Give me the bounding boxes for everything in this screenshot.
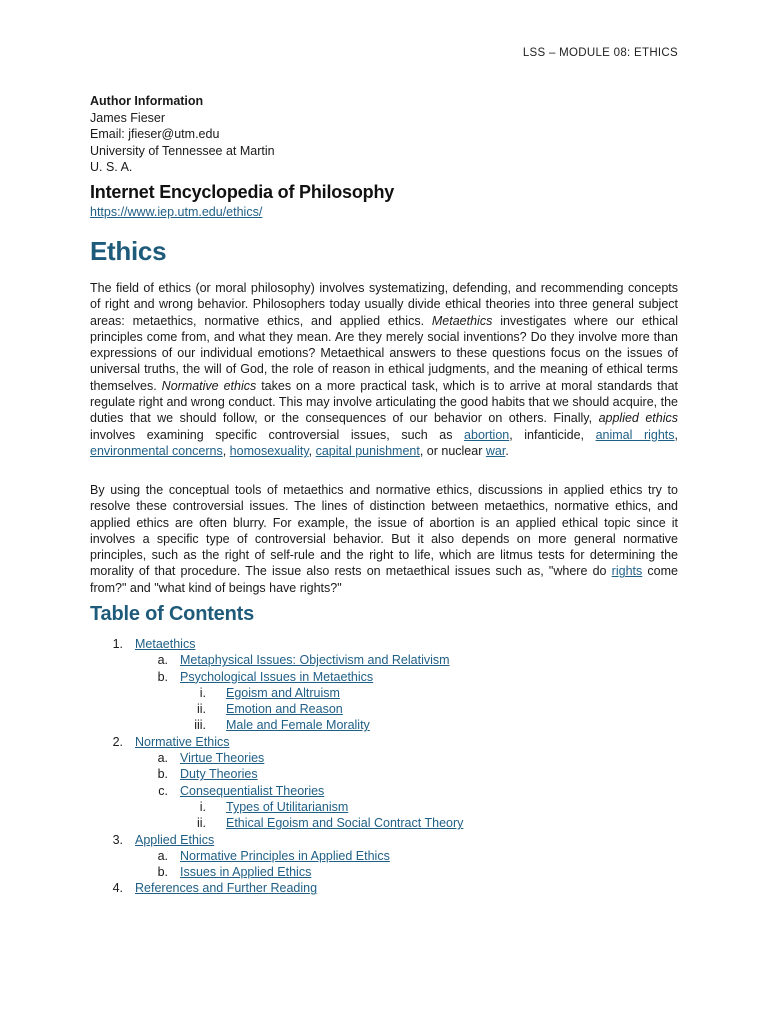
toc-item-link[interactable]: References and Further Reading	[135, 881, 318, 896]
toc-item-link[interactable]: Psychological Issues in Metaethics	[180, 669, 374, 684]
normative-ethics-term: Normative ethics	[161, 378, 257, 393]
source-title: Internet Encyclopedia of Philosophy	[90, 182, 395, 202]
toc-item-number: a.	[157, 751, 168, 766]
toc-item-number: a.	[157, 848, 168, 863]
toc-item	[90, 848, 678, 864]
toc-item	[90, 717, 678, 733]
toc-item-number: ii.	[196, 816, 206, 831]
link-rights[interactable]: rights	[611, 564, 643, 579]
toc-item-number: ii.	[196, 702, 206, 717]
toc-item-number: a.	[157, 653, 168, 668]
intro-paragraph-1	[90, 280, 678, 459]
toc-item	[90, 864, 678, 880]
author-name: James Fieser	[90, 110, 166, 125]
toc-item	[90, 799, 678, 815]
toc-item	[90, 636, 678, 652]
text-span: , or nuclear	[419, 443, 486, 458]
metaethics-term: Metaethics	[431, 313, 493, 328]
toc-item-number: 3.	[112, 832, 123, 847]
author-country: U. S. A.	[90, 160, 133, 174]
text-span: By using the conceptual tools of metaethics and normative ethics, discussions in applied ethics try to resolve these controversial issues. The lines of distinction between metaethics, normative ethics, and applied ethics are often blurry. For example, the issue of abortion is an applied ethical topic since it involves a specific type of controversial behavior. But it also depends on more general normative principles, such as the right of self-rule and the right to life, which are litmus tests for determining the morality of that procedure. The issue also rests on metaethical issues such as, "where do	[90, 483, 678, 579]
toc-item-link[interactable]: Issues in Applied Ethics	[180, 865, 312, 880]
toc-item-link[interactable]: Virtue Theories	[180, 751, 265, 766]
toc-item	[90, 832, 678, 848]
toc-item-number: 2.	[112, 734, 123, 749]
toc-item-link[interactable]: Normative Principles in Applied Ethics	[180, 848, 390, 863]
toc-item-link[interactable]: Emotion and Reason	[226, 702, 343, 717]
toc-item	[90, 766, 678, 782]
toc-item-number: i.	[199, 799, 206, 814]
toc-item-link[interactable]: Consequentialist Theories	[180, 783, 325, 798]
author-email: Email: jfieser@utm.edu	[90, 127, 220, 141]
table-of-contents	[90, 636, 678, 897]
toc-item-number: c.	[158, 783, 168, 798]
applied-ethics-term: applied ethics	[598, 411, 678, 426]
toc-item-link[interactable]: Egoism and Altruism	[226, 685, 340, 700]
toc-item-link[interactable]: Duty Theories	[180, 767, 258, 782]
text-span: ,	[222, 443, 230, 458]
link-war[interactable]: war	[485, 443, 506, 458]
author-label: Author Information	[90, 94, 204, 108]
text-span: come from?" and "what kind of beings have rights?"	[90, 564, 678, 595]
intro-paragraph-2	[90, 482, 678, 596]
toc-item-number: b.	[157, 669, 168, 684]
toc-item-number: b.	[157, 865, 168, 880]
link-animal-rights[interactable]: animal rights	[595, 427, 675, 442]
toc-item-number: 4.	[112, 881, 123, 896]
toc-item-number: i.	[199, 685, 206, 700]
text-span: .	[505, 443, 509, 458]
toc-item	[90, 685, 678, 701]
toc-item-number: 1.	[112, 637, 123, 651]
text-span: , infanticide,	[509, 427, 596, 442]
link-environmental-concerns[interactable]: environmental concerns	[90, 443, 223, 458]
toc-item	[90, 880, 678, 896]
link-capital-punishment[interactable]: capital punishment	[315, 443, 420, 458]
toc-title: Table of Contents	[90, 603, 255, 625]
text-span: involves examining specific controversial issues, such as	[90, 427, 465, 442]
toc-item-link[interactable]: Normative Ethics	[135, 734, 230, 749]
toc-item-link[interactable]: Ethical Egoism and Social Contract Theory	[226, 816, 464, 831]
text-span: takes on a more practical task, which is to arrive at moral standards that regulate right and wrong conduct. This may involve articulating the good habits that we should acquire, the duties that we should follow, or the consequences of our behavior on others. Finally,	[90, 378, 678, 426]
toc-item	[90, 815, 678, 831]
link-abortion[interactable]: abortion	[464, 427, 510, 442]
text-span: ,	[308, 443, 316, 458]
toc-item	[90, 652, 678, 668]
source-url-link[interactable]: https://www.iep.utm.edu/ethics/	[90, 205, 263, 219]
text-span: The field of ethics (or moral philosophy) involves systematizing, defending, and recommending concepts of right and wrong behavior. Philosophers today usually divide ethical theories into three general subject areas: metaethics, normative ethics, and applied ethics.	[90, 281, 678, 328]
author-information	[90, 93, 275, 176]
link-homosexuality[interactable]: homosexuality	[229, 443, 309, 458]
article-title: Ethics	[90, 236, 167, 266]
text-span: investigates where our ethical principles come from, and what they mean. Are they merely social inventions? Do they involve more than expressions of our individual emotions? Metaethical answers to these questions focus on the issues of universal truths, the will of God, the role of reason in ethical judgments, and the meaning of ethical terms themselves.	[90, 313, 678, 393]
text-span: ,	[674, 427, 679, 442]
toc-item	[90, 750, 678, 766]
toc-item	[90, 783, 678, 799]
toc-item-link[interactable]: Applied Ethics	[135, 832, 215, 847]
author-institution: University of Tennessee at Martin	[90, 143, 275, 158]
toc-item-link[interactable]: Types of Utilitarianism	[226, 799, 349, 814]
toc-item-link[interactable]: Metaethics	[135, 637, 196, 651]
toc-item	[90, 669, 678, 685]
toc-item-link[interactable]: Metaphysical Issues: Objectivism and Relativism	[180, 653, 450, 668]
toc-item	[90, 734, 678, 750]
toc-item-number: b.	[157, 767, 168, 782]
page-header: LSS – MODULE 08: ETHICS	[522, 47, 678, 59]
toc-item-number: iii.	[194, 718, 206, 733]
source-url-container	[90, 205, 262, 219]
toc-item	[90, 701, 678, 717]
toc-item-link[interactable]: Male and Female Morality	[226, 718, 370, 733]
